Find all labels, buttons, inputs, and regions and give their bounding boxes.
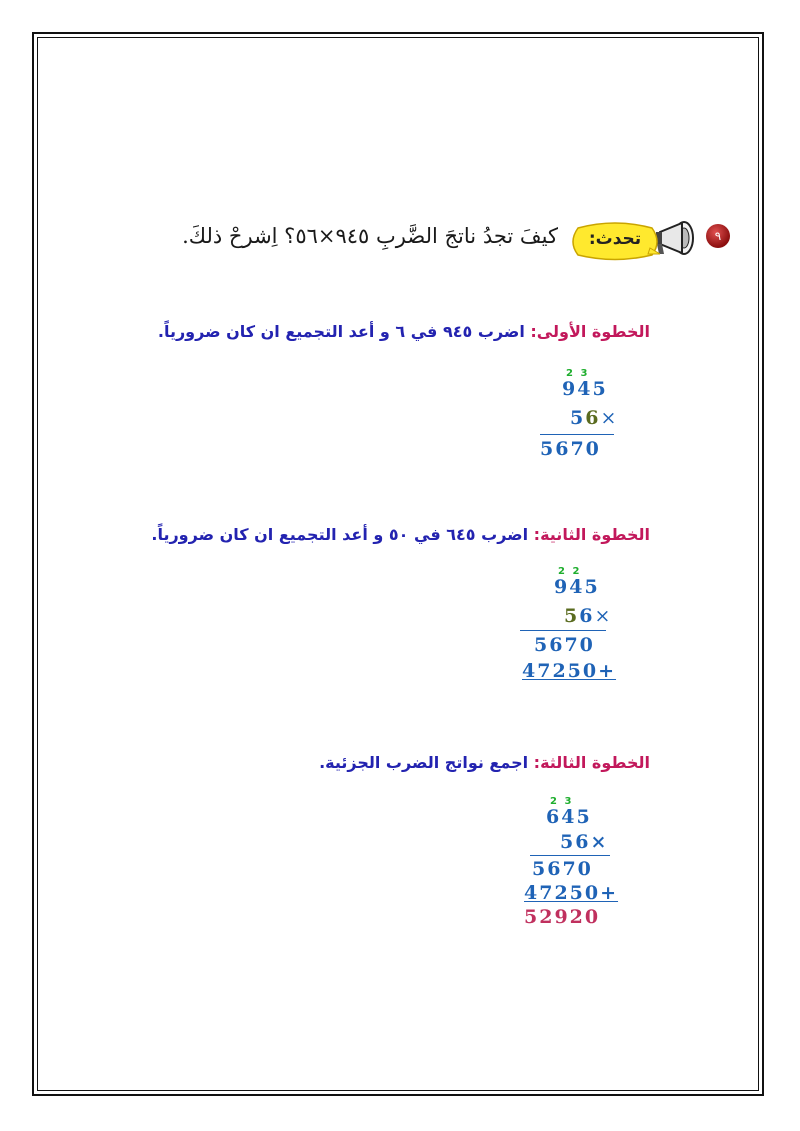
megaphone-icon bbox=[654, 218, 696, 258]
talk-label: تحدث: bbox=[588, 229, 642, 249]
talk-badge bbox=[570, 222, 660, 262]
step-1-multiplicand: 945 bbox=[562, 378, 608, 400]
step-3-result: 52920 bbox=[524, 906, 601, 928]
question-row bbox=[110, 212, 730, 268]
step-2-operator: × bbox=[594, 605, 613, 627]
step-1-title bbox=[158, 322, 650, 341]
step-2-multiplier-digit-b: 6 bbox=[579, 605, 595, 627]
step-1-calculation bbox=[540, 368, 620, 463]
step-1-operator: × bbox=[600, 407, 619, 429]
step-2-multiplicand: 945 bbox=[554, 576, 600, 598]
step-2-calculation bbox=[520, 566, 620, 691]
step-3-title bbox=[319, 753, 650, 772]
step-1-carries: 2 3 bbox=[566, 368, 590, 379]
step-3-rule bbox=[530, 855, 610, 856]
step-2-multiplier-digit-a: 5 bbox=[564, 605, 580, 627]
step-1-rule bbox=[540, 434, 614, 435]
step-3-label: الخطوة الثالثة: bbox=[533, 753, 650, 772]
step-1-label: الخطوة الأولى: bbox=[530, 322, 650, 341]
step-3-body: اجمع نواتج الضرب الجزئية. bbox=[319, 753, 534, 772]
step-3-calculation bbox=[524, 796, 624, 936]
step-3-multiplier: 56× bbox=[560, 831, 609, 853]
step-3-multiplicand: 645 bbox=[546, 806, 592, 828]
question-number-badge: ٩ bbox=[706, 224, 730, 248]
step-2-partial-product-2: 47250+ bbox=[522, 660, 617, 682]
step-3-carries: 2 3 bbox=[550, 796, 574, 807]
step-2-title bbox=[151, 525, 650, 544]
step-2-label: الخطوة الثانية: bbox=[533, 525, 650, 544]
step-1-multiplier bbox=[570, 407, 618, 429]
step-3-partial-product-1: 5670 bbox=[532, 858, 593, 880]
step-2-partial-product-1: 5670 bbox=[534, 634, 595, 656]
step-2-carries: 2 2 bbox=[558, 566, 582, 577]
step-2-rule bbox=[520, 630, 606, 631]
step-3-partial-product-2: 47250+ bbox=[524, 882, 619, 904]
step-1-multiplier-digit-a: 5 bbox=[570, 407, 586, 429]
question-text: كيفَ تجدُ ناتجَ الضَّربِ ٩٤٥×٥٦؟ اِشرحْ ذلكَ. bbox=[182, 224, 558, 248]
page-frame-inner bbox=[37, 37, 759, 1091]
step-2-multiplier bbox=[564, 605, 612, 627]
step-2-body: اضرب ٦٤٥ في ٥٠ و أعد التجميع ان كان ضرورياً. bbox=[151, 525, 534, 544]
step-1-multiplier-digit-b: 6 bbox=[585, 407, 601, 429]
step-1-body: اضرب ٩٤٥ في ٦ و أعد التجميع ان كان ضرورياً. bbox=[157, 322, 531, 341]
step-1-partial-product: 5670 bbox=[540, 438, 601, 460]
